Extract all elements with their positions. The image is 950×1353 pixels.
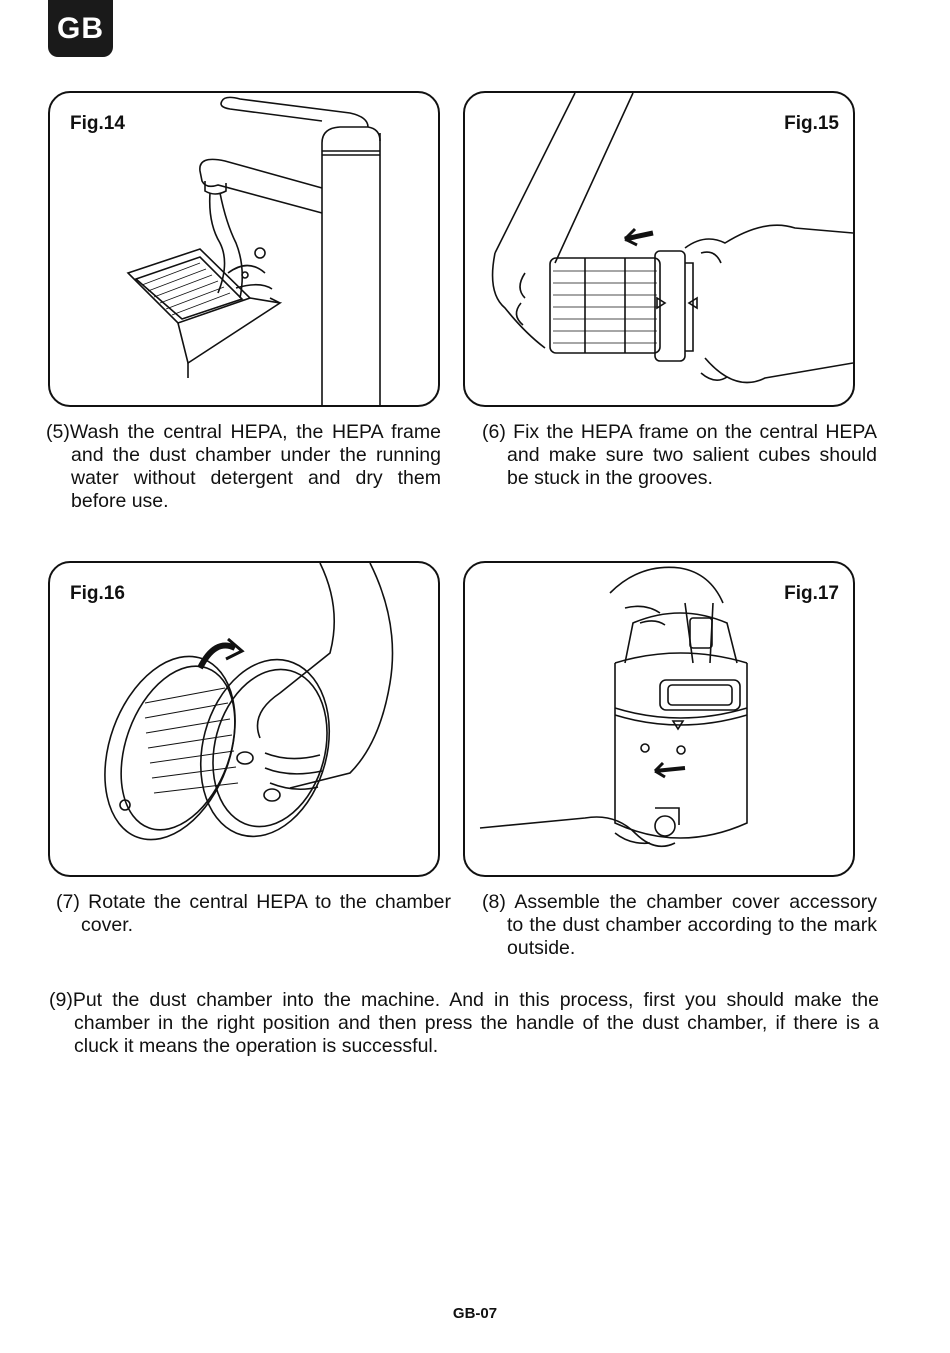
figure-14-label: Fig.14 — [70, 113, 125, 134]
faucet-washing-filter-icon — [50, 93, 438, 405]
step-6-text: (6) Fix the HEPA frame on the central HEPA and make sure two salient cubes should be stuck in the grooves. — [482, 421, 877, 489]
figure-17-label: Fig.17 — [784, 583, 839, 604]
hands-fitting-hepa-frame-icon — [465, 93, 853, 405]
figure-14 — [48, 91, 440, 407]
figure-16 — [48, 561, 440, 877]
step-5-text: (5)Wash the central HEPA, the HEPA frame and the dust chamber under the running water without detergent and dry them before use. — [46, 421, 441, 512]
figure-15-label: Fig.15 — [784, 113, 839, 134]
rotating-hepa-to-cover-icon — [50, 563, 438, 875]
figure-16-label: Fig.16 — [70, 583, 125, 604]
step-7-text: (7) Rotate the central HEPA to the chamber cover. — [56, 891, 451, 936]
language-badge: GB — [48, 0, 113, 57]
figure-15 — [463, 91, 855, 407]
page-number: GB-07 — [452, 1305, 498, 1322]
step-8-text: (8) Assemble the chamber cover accessory to the dust chamber according to the mark outside. — [482, 891, 877, 959]
assembling-chamber-cover-icon — [465, 563, 853, 875]
figure-17 — [463, 561, 855, 877]
step-9-text: (9)Put the dust chamber into the machine. And in this process, first you should make the chamber in the right position and then press the handle of the dust chamber, if there is a cluck it means the operation is successful. — [49, 989, 879, 1057]
